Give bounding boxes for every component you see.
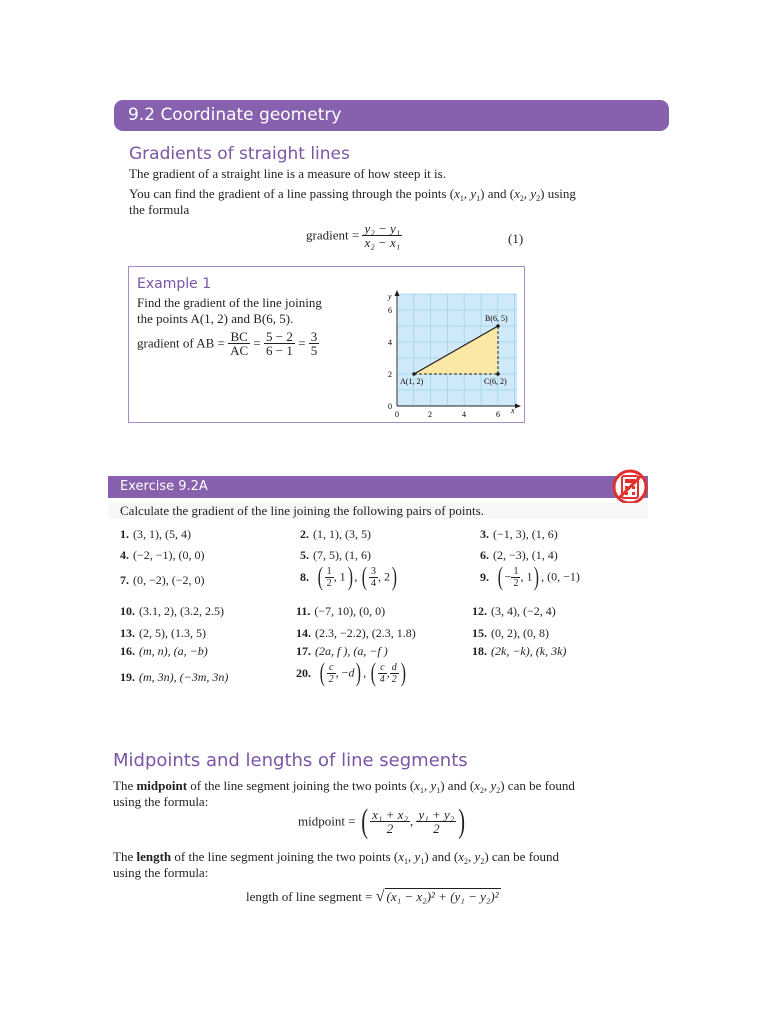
section-title: 9.2 Coordinate geometry [128, 105, 342, 125]
question-5: 5. (7, 5), (1, 6) [300, 548, 371, 562]
example-title: Example 1 [137, 276, 212, 292]
x-tick-6: 6 [496, 410, 500, 418]
point-a-label: A(1, 2) [400, 377, 424, 386]
x-axis-arrow [515, 404, 521, 409]
formula-number: (1) [508, 231, 524, 246]
question-11: 11. (−7, 10), (0, 0) [296, 604, 386, 618]
question-20: 20. ( $\frac{c}{2}$ , −d) , ( $\frac{c}{4}$ , $\frac{d}{2}$ ) [296, 658, 406, 687]
question-9: 9. ( − $\frac{1}{2}$ , 1) , (0, −1) [480, 562, 580, 591]
exercise-instruction: Calculate the gradient of the line joining the following pairs of points. [108, 503, 648, 519]
x-axis-label: x [511, 406, 515, 415]
midpoint-text-1: The midpoint of the line segment joining the two points ($x_1$, $y_1$) and ($x_2$, $y_2$) can be found [113, 778, 575, 795]
point-b-label: B(6, 5) [485, 314, 508, 323]
midpoints-heading: Midpoints and lengths of line segments [113, 750, 468, 771]
y-tick-2: 2 [388, 370, 392, 379]
question-18: 18. (2k, −k), (k, 3k) [472, 644, 567, 658]
question-1: 1. (3, 1), (5, 4) [120, 527, 191, 541]
length-text-2: using the formula: [113, 865, 209, 880]
section-header [114, 100, 669, 131]
midpoint-formula: midpoint = ( $\frac{\text{x₁ + x₂}}{2}$ , $\frac{\text{y₁ + y₂}}{2}$ ) [298, 802, 466, 840]
exercise-title: Exercise 9.2A [120, 479, 208, 494]
question-19: 19. (m, 3n), (−3m, 3n) [120, 670, 229, 684]
question-4: 4. (−2, −1), (0, 0) [120, 548, 205, 562]
x-tick-2: 2 [428, 410, 432, 418]
example-text-2: the points A(1, 2) and B(6, 5). [137, 311, 294, 326]
question-16: 16. (m, n), (a, −b) [120, 644, 208, 658]
question-7: 7. (0, −2), (−2, 0) [120, 573, 205, 587]
question-8: 8. ( $\frac{1}{2}$ , 1) , ( $\frac{3}{4}$ , 2) [300, 562, 397, 591]
gradients-line-3: the formula [129, 202, 190, 217]
y-axis-arrow [395, 290, 400, 296]
x-tick-0: 0 [395, 410, 399, 418]
question-12: 12. (3, 4), (−2, 4) [472, 604, 556, 618]
y-tick-4: 4 [388, 338, 392, 347]
point-a-marker [412, 372, 416, 376]
point-b-marker [496, 324, 500, 328]
length-formula: length of line segment = √ (x₁ − x₂)² + (y₁ − y₂)² [246, 888, 499, 905]
example-graph [355, 288, 525, 418]
length-text-1: The length of the line segment joining the two points ($x_1$, $y_1$) and ($x_2$, $y_2$) can be found [113, 849, 560, 866]
question-10: 10. (3.1, 2), (3.2, 2.5) [120, 604, 224, 618]
y-tick-6: 6 [388, 306, 392, 315]
example-calculation: gradient of AB = $\frac{BC}{AC}$ = $\frac{5 - 2}{6 - 1}$ = $\frac{3}{5}$ [137, 329, 318, 358]
question-3: 3. (−1, 3), (1, 6) [480, 527, 558, 541]
question-17: 17. (2a, f ), (a, −f ) [296, 644, 388, 658]
question-6: 6. (2, −3), (1, 4) [480, 548, 558, 562]
gradients-line-1: The gradient of a straight line is a measure of how steep it is. [129, 166, 446, 181]
exercise-header [108, 476, 648, 498]
question-2: 2. (1, 1), (3, 5) [300, 527, 371, 541]
y-tick-0: 0 [388, 402, 392, 411]
gradients-heading: Gradients of straight lines [129, 144, 350, 164]
calculator-crossed-icon [612, 468, 648, 506]
x-tick-4: 4 [462, 410, 466, 418]
gradient-formula: gradient = $\frac{\text{y₂ − y₁}}{\text{x₂ − x₁}}$ [306, 221, 401, 250]
point-c-marker [496, 372, 500, 376]
point-c-label: C(6, 2) [484, 377, 507, 386]
question-15: 15. (0, 2), (0, 8) [472, 626, 549, 640]
gradients-line-2: You can find the gradient of a line passing through the points ($x_1$, $y_1$) and ($x_2$, $y_2$) using [129, 186, 576, 203]
y-axis-label: y [388, 292, 392, 301]
question-13: 13. (2, 5), (1.3, 5) [120, 626, 206, 640]
example-text-1: Find the gradient of the line joining [137, 295, 322, 310]
midpoint-text-2: using the formula: [113, 794, 209, 809]
question-14: 14. (2.3, −2.2), (2.3, 1.8) [296, 626, 416, 640]
